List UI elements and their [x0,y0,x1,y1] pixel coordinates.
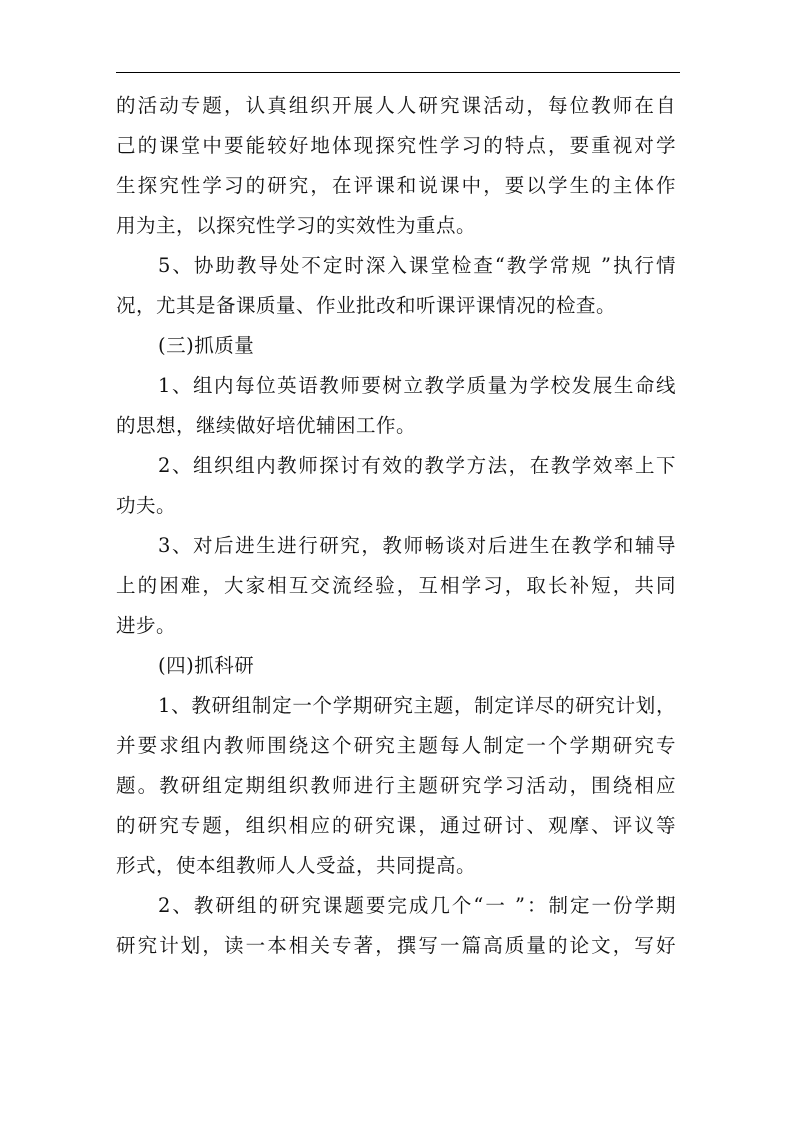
text-line: 己的课堂中要能较好地体现探究性学习的特点，要重视对学 [116,134,676,157]
text-line: 进步。 [116,614,177,637]
text-line: 2、组织组内教师探讨有效的教学方法，在教学效率上下 [158,454,676,477]
text-line: 的研究专题，组织相应的研究课，通过研讨、观摩、评议等 [116,814,676,837]
document-body [116,88,676,968]
text-line: 上的困难，大家相互交流经验，互相学习，取长补短，共同 [116,574,676,597]
text-line: 形式，使本组教师人人受益，共同提高。 [116,854,477,877]
text-line: 2、教研组的研究课题要完成几个“一 ”：制定一份学期 [158,894,676,917]
text-line: 的思想，继续做好培优辅困工作。 [116,414,417,437]
text-line: 生探究性学习的研究，在评课和说课中，要以学生的主体作 [116,174,676,197]
text-line: 3、对后进生进行研究，教师畅谈对后进生在教学和辅导 [158,534,676,557]
text-line: 用为主，以探究性学习的实效性为重点。 [116,214,477,237]
header-rule [116,72,680,73]
text-line: 并要求组内教师围绕这个研究主题每人制定一个学期研究专 [116,734,676,757]
text-line: (三)抓质量 [158,334,255,357]
text-line: 功夫。 [116,494,177,517]
text-line: 5、协助教导处不定时深入课堂检查“教学常规 ”执行情 [158,254,676,277]
text-line: 研究计划，读一本相关专著，撰写一篇高质量的论文，写好 [116,934,676,957]
text-line: 1、组内每位英语教师要树立教学质量为学校发展生命线 [158,374,676,397]
text-line: 的活动专题，认真组织开展人人研究课活动，每位教师在自 [116,94,676,117]
text-line: 题。教研组定期组织教师进行主题研究学习活动，围绕相应 [116,774,676,797]
text-line: 1、教研组制定一个学期研究主题，制定详尽的研究计划， [158,694,676,717]
text-line: 况，尤其是备课质量、作业批改和听课评课情况的检查。 [116,294,617,317]
text-line: (四)抓科研 [158,654,255,677]
